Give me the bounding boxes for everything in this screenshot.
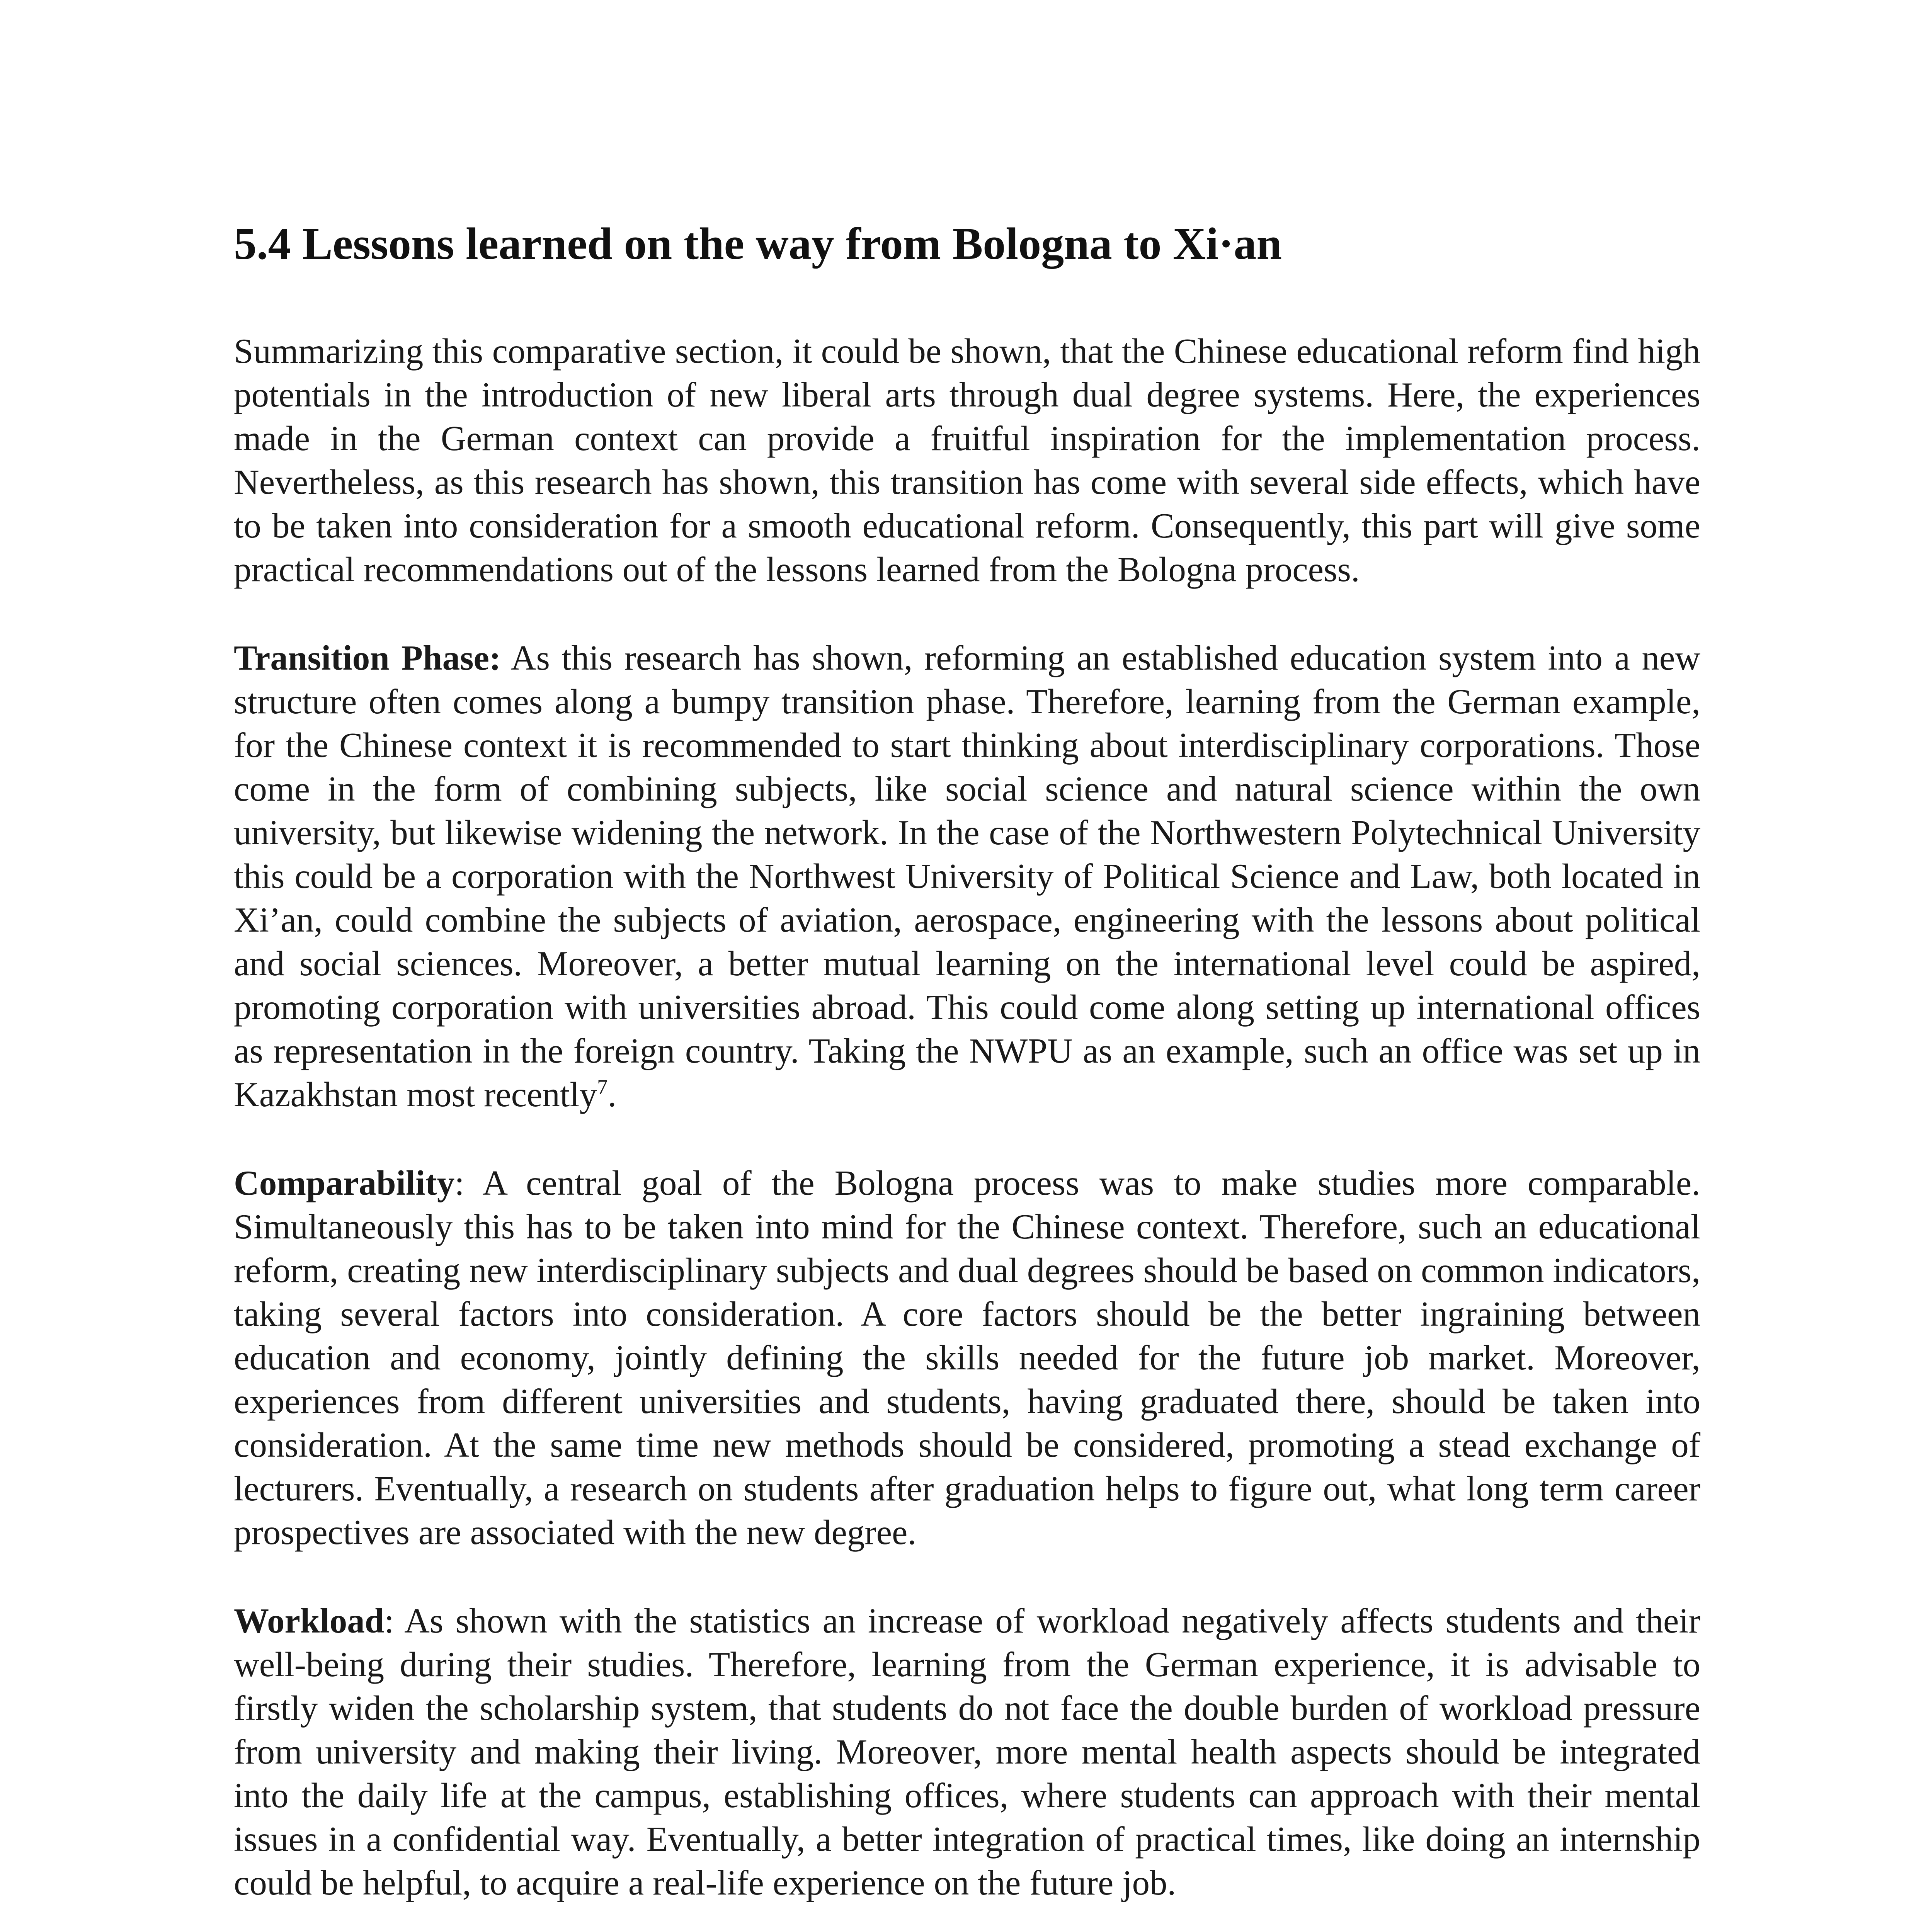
- section-heading: 5.4 Lessons learned on the way from Bologna to Xi·an: [234, 218, 1282, 269]
- paragraph-lead: Comparability: [234, 1163, 455, 1202]
- paragraph-workload: [234, 1599, 1700, 1905]
- paragraph-tail: .: [607, 1075, 617, 1114]
- paragraph-text: : A central goal of the Bologna process was to make studies more comparable. Simultaneously this has to be taken into mind for the Chinese context. Therefore, such an educational reform, creating new interdisciplinary subjects and dual degrees should be based on common indicators, taking several factors into consideration. A core factors should be the better ingraining between education and economy, jointly defining the skills needed for the future job market. Moreover, experiences from different universities and students, having graduated there, should be taken into consideration. At the same time new methods should be considered, promoting a stead exchange of lecturers. Eventually, a research on students after graduation helps to figure out, what long term career prospectives are associated with the new degree.: [234, 1163, 1700, 1552]
- paragraph-text: As this research has shown, reforming an established education system into a new structure often comes along a bumpy transition phase. Therefore, learning from the German example, for the Chinese context it is recommended to start thinking about interdisciplinary corporations. Those come in the form of combining subjects, like social science and natural science within the own university, but likewise widening the network. In the case of the Northwestern Polytechnical University this could be a corporation with the Northwest University of Political Science and Law, both located in Xi’an, could combine the subjects of aviation, aerospace, engineering with the lessons about political and social sciences. Moreover, a better mutual learning on the international level could be aspired, promoting corporation with universities abroad. This could come along setting up international offices as representation in the foreign country. Taking the NWPU as an example, such an office was set up in Kazakhstan most recently: [234, 638, 1700, 1114]
- paragraph-transition-phase: [234, 636, 1700, 1116]
- paragraph-comparability: [234, 1161, 1700, 1554]
- intro-paragraph: Summarizing this comparative section, it could be shown, that the Chinese educational reform find high potentials in the introduction of new liberal arts through dual degree systems. Here, the experiences made in the German context can provide a fruitful inspiration for the implementation process. Nevertheless, as this research has shown, this transition has come with several side effects, which have to be taken into consideration for a smooth educational reform. Consequently, this part will give some practical recommendations out of the lessons learned from the Bologna process.: [234, 331, 1700, 589]
- paragraph-text: : As shown with the statistics an increase of workload negatively affects students and their well-being during their studies. Therefore, learning from the German experience, it is advisable to firstly widen the scholarship system, that students do not face the double burden of workload pressure from university and making their living. Moreover, more mental health aspects should be integrated into the daily life at the campus, establishing offices, where students can approach with their mental issues in a confidential way. Eventually, a better integration of practical times, like doing an internship could be helpful, to acquire a real-life experience on the future job.: [234, 1601, 1700, 1902]
- footnote-reference[interactable]: 7: [597, 1075, 608, 1099]
- paragraph-lead: Transition Phase:: [234, 638, 501, 677]
- page-body: [234, 216, 1700, 1932]
- paragraph-lead: Workload: [234, 1601, 385, 1640]
